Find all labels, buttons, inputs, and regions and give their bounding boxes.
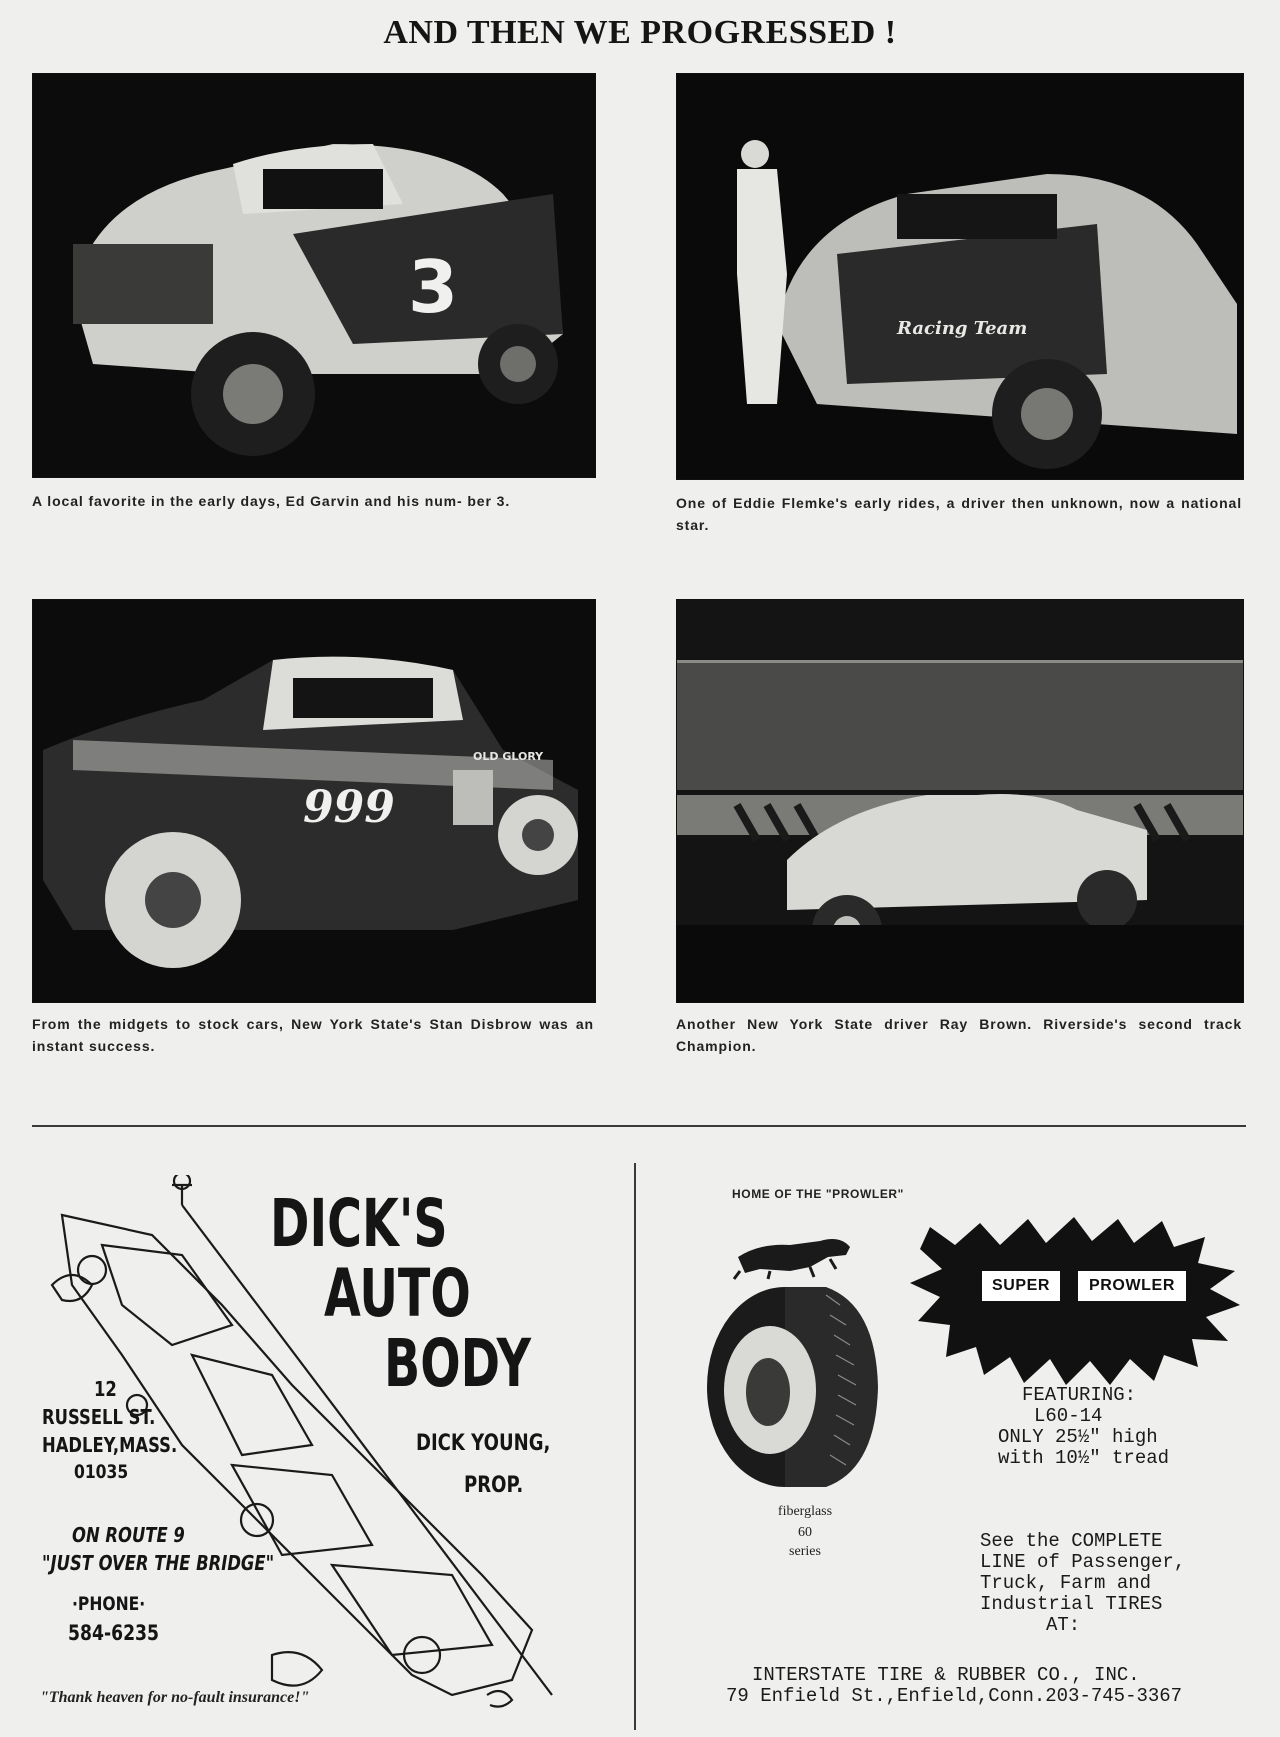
tire-series: series xyxy=(789,1544,821,1559)
bridge-info: "JUST OVER THE BRIDGE" xyxy=(42,1551,275,1575)
tire-series-number: 60 xyxy=(798,1525,812,1540)
car-number-3: 3 xyxy=(408,245,459,329)
product-line-text: AT: xyxy=(1046,1614,1081,1636)
door-lettering: OLD GLORY xyxy=(473,750,544,763)
panther-icon xyxy=(734,1239,850,1279)
business-name-line: DICK'S xyxy=(270,1185,448,1262)
route-info: ON ROUTE 9 xyxy=(72,1523,185,1547)
photo-caption: A local favorite in the early days, Ed Garvin and his num- ber 3. xyxy=(32,493,511,509)
city-address: HADLEY,MASS. xyxy=(42,1433,178,1457)
phone-number: 584-6235 xyxy=(68,1621,160,1645)
photo-ray-brown-car xyxy=(676,599,1244,1003)
prowler-badge: PROWLER xyxy=(1076,1269,1188,1303)
dicks-auto-body-ad xyxy=(32,1175,622,1730)
photo-stan-disbrow-car xyxy=(32,599,596,1003)
company-address: 79 Enfield St.,Enfield,Conn.203-745-3367 xyxy=(726,1685,1183,1707)
business-name-line: AUTO xyxy=(324,1255,471,1332)
street-number: 12 xyxy=(94,1377,117,1401)
photo-caption: Another New York State driver Ray Brown. Riverside's second track Champion. xyxy=(676,1016,1242,1054)
zip-code: 01035 xyxy=(74,1461,129,1483)
ad-tagline: "Thank heaven for no-fault insurance!" xyxy=(40,1689,310,1706)
product-line-text: LINE of Passenger, xyxy=(980,1551,1186,1573)
tire-size: L60-14 xyxy=(1034,1405,1103,1427)
section-divider xyxy=(32,1125,1246,1127)
car-number-999: 999 xyxy=(303,782,395,833)
company-name: INTERSTATE TIRE & RUBBER CO., INC. xyxy=(752,1664,1140,1686)
owner-title: PROP. xyxy=(464,1473,524,1498)
product-line-text: See the COMPLETE xyxy=(980,1530,1163,1552)
street-address: RUSSELL ST. xyxy=(42,1405,156,1429)
featuring-label: FEATURING: xyxy=(1022,1384,1137,1406)
phone-label: ·PHONE· xyxy=(72,1593,146,1615)
starburst-icon xyxy=(910,1217,1240,1385)
tire-material: fiberglass xyxy=(777,1504,833,1519)
photo-eddie-flemke-car xyxy=(676,73,1244,480)
home-of-prowler: HOME OF THE "PROWLER" xyxy=(732,1187,904,1201)
tire-icon xyxy=(707,1287,878,1487)
page-title: AND THEN WE PROGRESSED ! xyxy=(383,14,897,51)
product-line-text: Truck, Farm and xyxy=(980,1572,1152,1594)
business-name-line: BODY xyxy=(384,1325,532,1402)
interstate-tire-ad xyxy=(650,1175,1250,1730)
photo-ed-garvin-car xyxy=(32,73,596,478)
super-badge: SUPER xyxy=(980,1269,1062,1303)
product-line-text: Industrial TIRES xyxy=(980,1593,1163,1615)
tire-height: ONLY 25½" high xyxy=(998,1426,1158,1448)
photo-caption: From the midgets to stock cars, New York State's Stan Disbrow was an instant success. xyxy=(32,1016,594,1054)
door-lettering: Racing Team xyxy=(897,318,1028,339)
tire-tread: with 10½" tread xyxy=(998,1447,1170,1469)
owner-name: DICK YOUNG, xyxy=(416,1431,551,1456)
ad-divider xyxy=(634,1163,636,1730)
photo-caption: One of Eddie Flemke's early rides, a driver then unknown, now a national star. xyxy=(676,495,1242,533)
